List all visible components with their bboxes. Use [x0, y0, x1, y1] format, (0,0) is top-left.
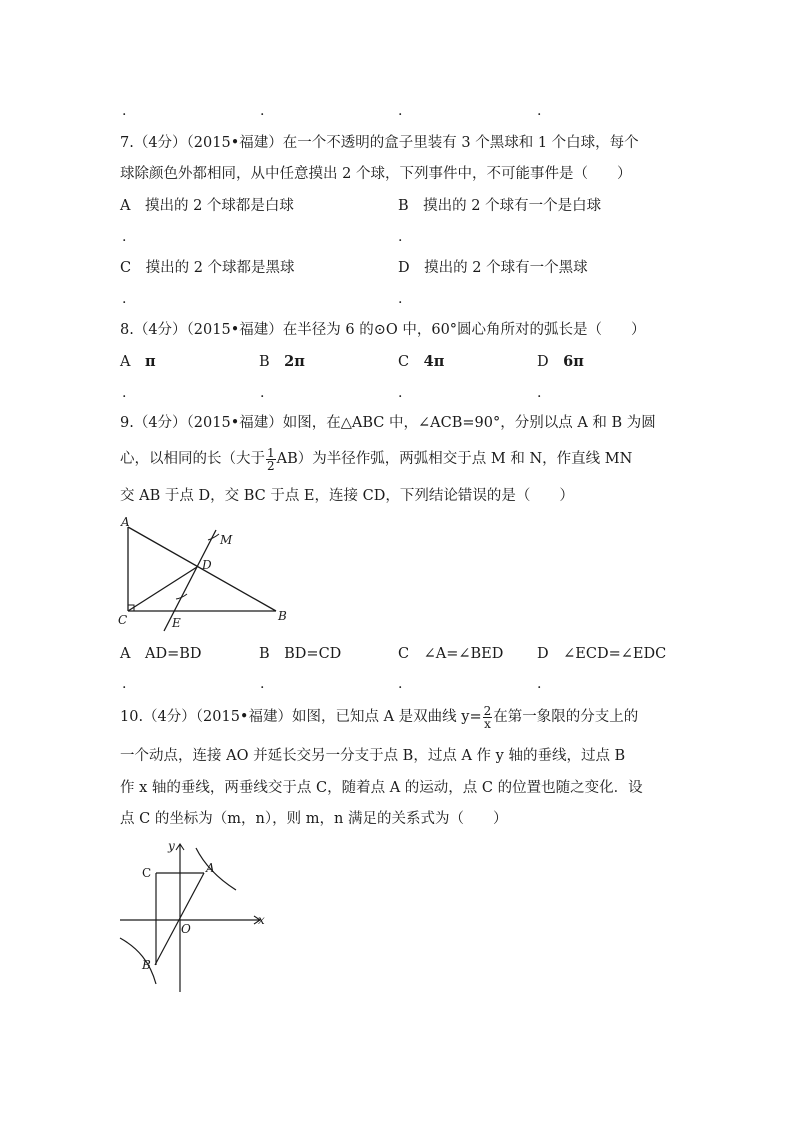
question-10-line-1 — [120, 704, 638, 730]
option-a — [120, 199, 294, 214]
label-c: C — [142, 866, 152, 880]
option-text: 摸出的 2 个球有一个黑球 — [424, 260, 588, 276]
option-d — [537, 647, 666, 662]
label-b: B — [278, 609, 287, 623]
label-o: O — [181, 922, 191, 936]
option-dot: . — [537, 385, 542, 401]
option-letter: C — [120, 260, 132, 276]
branch-first-quadrant — [196, 848, 236, 890]
label-b: B — [142, 958, 151, 972]
label-e: E — [172, 616, 181, 630]
option-dot: . — [260, 676, 265, 692]
option-dot: . — [122, 229, 127, 245]
fraction — [266, 447, 276, 472]
option-dot: . — [537, 103, 542, 119]
question-10-line-2: 一个动点，连接 AO 并延长交另一分支于点 B，过点 A 作 y 轴的垂线，过点 B — [120, 748, 626, 764]
option-dot: . — [398, 291, 403, 307]
option-c — [398, 647, 503, 662]
option-dot: . — [122, 291, 127, 307]
fraction — [483, 705, 493, 730]
fraction-numerator: 2 — [483, 703, 492, 718]
option-letter: D — [537, 354, 549, 370]
option-d — [537, 355, 584, 370]
option-text: 4π — [423, 353, 445, 370]
option-letter: A — [120, 646, 131, 662]
triangle-figure — [112, 512, 302, 632]
option-dot: . — [398, 229, 403, 245]
option-text: 摸出的 2 个球都是黑球 — [145, 260, 295, 276]
option-letter: C — [398, 646, 410, 662]
option-letter: D — [398, 260, 410, 276]
question-8-line-1: 8.（4分）（2015•福建）在半径为 6 的⊙O 中，60°圆心角所对的弧长是（ ） — [120, 322, 646, 338]
option-text: 摸出的 2 个球有一个是白球 — [423, 198, 602, 214]
label-m: M — [220, 533, 233, 547]
option-d — [398, 261, 588, 276]
question-10-line-3: 作 x 轴的垂线，两垂线交于点 C，随着点 A 的运动，点 C 的位置也随之变化．设 — [120, 780, 643, 796]
option-letter: A — [120, 354, 131, 370]
option-dot: . — [122, 385, 127, 401]
label-a: A — [121, 515, 130, 529]
label-y: y — [168, 839, 175, 853]
hyperbola-figure — [112, 838, 272, 994]
option-c — [120, 261, 295, 276]
option-b — [398, 199, 601, 214]
option-dot: . — [122, 103, 127, 119]
option-c — [398, 355, 444, 370]
segment-cd — [128, 567, 197, 611]
option-text: 2π — [284, 353, 305, 370]
option-text: ∠ECD=∠EDC — [563, 646, 667, 662]
option-letter: B — [398, 198, 409, 214]
question-9-line-3: 交 AB 于点 D，交 BC 于点 E，连接 CD，下列结论错误的是（ ） — [120, 488, 574, 504]
option-dot: . — [398, 103, 403, 119]
option-b — [259, 355, 305, 370]
question-9-line-2 — [120, 446, 632, 472]
option-text: ∠A=∠BED — [423, 646, 504, 662]
option-dot: . — [537, 676, 542, 692]
option-dot: . — [260, 385, 265, 401]
option-text: AD=BD — [144, 646, 202, 662]
fraction-denominator: 2 — [267, 458, 275, 473]
question-9-line-1: 9.（4分）（2015•福建）如图，在△ABC 中，∠ACB=90°，分别以点 A 和 B 为圆 — [120, 415, 656, 431]
option-text: 6π — [563, 353, 584, 370]
text-segment: 心，以相同的长（大于 — [120, 451, 265, 467]
option-letter: D — [537, 646, 549, 662]
option-text: 摸出的 2 个球都是白球 — [144, 198, 294, 214]
text-segment: 10.（4分）（2015•福建）如图，已知点 A 是双曲线 y= — [120, 709, 482, 725]
option-letter: B — [259, 354, 270, 370]
text-segment: AB）为半径作弧，两弧相交于点 M 和 N，作直线 MN — [276, 451, 633, 467]
label-a: A — [206, 861, 215, 875]
question-10-line-4: 点 C 的坐标为（m，n），则 m，n 满足的关系式为（ ） — [120, 811, 508, 827]
text-segment: 在第一象限的分支上的 — [493, 709, 639, 725]
option-letter: A — [120, 198, 131, 214]
fraction-numerator: 1 — [267, 445, 275, 460]
label-x: x — [258, 913, 265, 927]
option-dot: . — [398, 676, 403, 692]
option-b — [259, 647, 341, 662]
option-dot: . — [260, 103, 265, 119]
label-c: C — [118, 613, 128, 627]
option-a — [120, 355, 156, 370]
option-dot: . — [122, 676, 127, 692]
option-dot: . — [398, 385, 403, 401]
option-letter: C — [398, 354, 410, 370]
option-letter: B — [259, 646, 270, 662]
option-text: BD=CD — [284, 646, 342, 662]
question-7-line-1: 7.（4分）（2015•福建）在一个不透明的盒子里装有 3 个黑球和 1 个白球，每个 — [120, 135, 639, 151]
fraction-denominator: x — [484, 716, 491, 731]
question-7-line-2: 球除颜色外都相同，从中任意摸出 2 个球，下列事件中，不可能事件是（ ） — [120, 166, 632, 182]
option-a — [120, 647, 202, 662]
label-d: D — [202, 558, 212, 572]
option-text: π — [144, 353, 156, 370]
